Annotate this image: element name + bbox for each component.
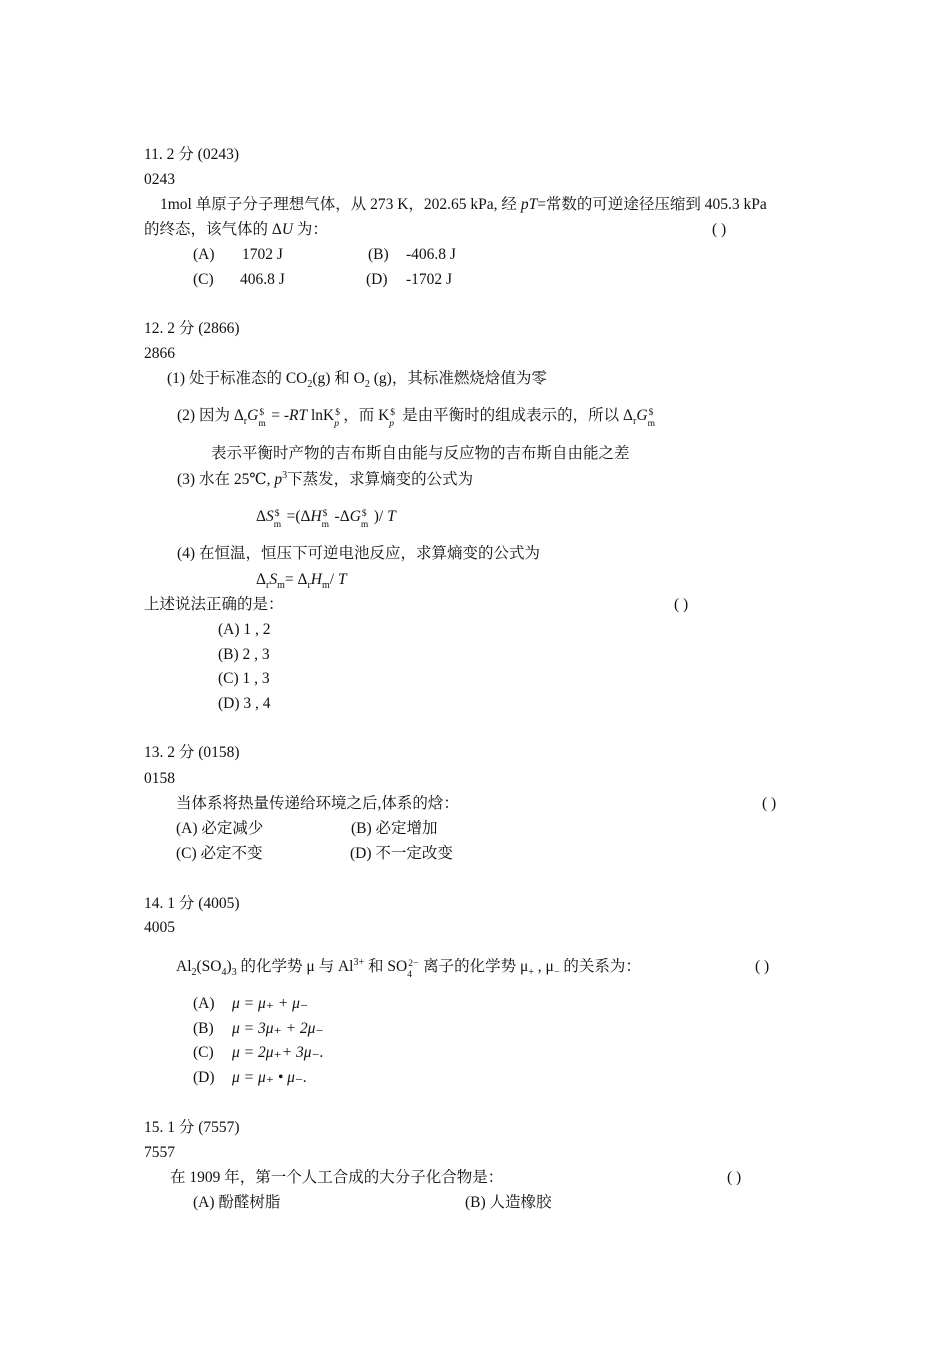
q14-code: 4005	[144, 919, 175, 936]
q11-option-a-label: (A)	[193, 246, 215, 263]
q11-option-c-label: (C)	[193, 271, 214, 288]
q13-answer-paren: ( )	[762, 795, 777, 812]
q13-option-b: (B) 必定增加	[351, 820, 438, 837]
q12-answer-paren: ( )	[674, 596, 689, 613]
q11-stem-line2: 的终态，该气体的 ΔU 为：	[144, 221, 328, 238]
q11-option-d-value: -1702 J	[406, 271, 453, 288]
q13-header: 13. 2 分 (0158)	[144, 744, 240, 761]
q11-option-b-label: (B)	[368, 246, 389, 263]
q15-option-a: (A) 酚醛树脂	[193, 1194, 281, 1211]
q15-answer-paren: ( )	[727, 1169, 742, 1186]
q12-header: 12. 2 分 (2866)	[144, 320, 240, 337]
q13-option-a: (A) 必定减少	[176, 820, 264, 837]
q14-option-b-value: μ = 3μ₊ + 2μ₋	[232, 1020, 324, 1037]
q12-question: 上述说法正确的是：	[144, 596, 284, 613]
q14-option-a-value: μ = μ₊ + μ₋	[232, 995, 309, 1012]
q11-option-c-value: 406.8 J	[240, 271, 285, 288]
q15-option-b: (B) 人造橡胶	[465, 1194, 552, 1211]
q12-statement-4: (4) 在恒温，恒压下可逆电池反应，求算熵变的公式为	[177, 545, 540, 562]
q12-statement-3: (3) 水在 25℃, $p^3$下蒸发，求算熵变的公式为	[177, 469, 474, 488]
q11-option-a-value: 1702 J	[242, 246, 283, 263]
q14-option-a-label: (A)	[193, 995, 215, 1012]
q14-stem: $Al_2(SO_4)_3$ 的化学势 μ 与 $Al^{3+}$ 和 SO 2− 4 离子的化学势 $\mu_+$ , $\mu_-$ 的关系为：	[176, 956, 641, 980]
q13-code: 0158	[144, 770, 175, 787]
q12-option-c: (C) 1 , 3	[218, 670, 270, 687]
q12-code: 2866	[144, 345, 175, 362]
q14-option-d-value: μ = μ₊ • μ₋.	[232, 1069, 307, 1086]
q12-statement-2-cont: 表示平衡时产物的吉布斯自由能与反应物的吉布斯自由能之差	[211, 445, 630, 462]
q14-option-c-label: (C)	[193, 1044, 214, 1061]
q15-stem: 在 1909 年，第一个人工合成的大分子化合物是：	[170, 1169, 504, 1186]
q12-statement-1: (1) 处于标准态的 $CO_2(g)$ 和 $O_2$ (g)，其标准燃烧焓值为零	[167, 370, 547, 391]
q12-option-d: (D) 3 , 4	[218, 695, 271, 712]
q14-answer-paren: ( )	[755, 958, 770, 975]
q11-option-b-value: -406.8 J	[406, 246, 456, 263]
q11-header: 11. 2 分 (0243)	[144, 146, 239, 163]
q12-option-b: (B) 2 , 3	[218, 646, 270, 663]
q15-code: 7557	[144, 1144, 175, 1161]
q14-option-c-value: μ = 2μ₊+ 3μ₋.	[232, 1044, 324, 1061]
q12-option-a: (A) 1 , 2	[218, 621, 271, 638]
q15-header: 15. 1 分 (7557)	[144, 1119, 240, 1136]
q11-answer-paren: ( )	[712, 221, 727, 238]
q11-stem-line1: 1mol 单原子分子理想气体，从 273 K，202.65 kPa, 经 pT=常数的可逆途径压缩到 405.3 kPa	[160, 196, 767, 213]
q13-stem: 当体系将热量传递给环境之后,体系的焓：	[176, 795, 459, 812]
q14-header: 14. 1 分 (4005)	[144, 895, 240, 912]
q14-option-d-label: (D)	[193, 1069, 215, 1086]
q11-option-d-label: (D)	[366, 271, 388, 288]
q12-formula-1: ΔS $ m =(ΔH $ m -ΔG $ m )/ T	[256, 508, 396, 530]
q12-formula-2: $\Delta_rS_m= \Delta_rH_m/$ T	[256, 571, 347, 592]
q13-option-c: (C) 必定不变	[176, 845, 263, 862]
q14-option-b-label: (B)	[193, 1020, 214, 1037]
q12-statement-2: (2) 因为 $\Delta_rG$ $ m = -RT lnK $ p ，而 K $ p 是由平衡时的组成表示的，所以 $\Delta_rG$ $ m	[177, 407, 655, 429]
q13-option-d: (D) 不一定改变	[350, 845, 453, 862]
q11-code: 0243	[144, 171, 175, 188]
